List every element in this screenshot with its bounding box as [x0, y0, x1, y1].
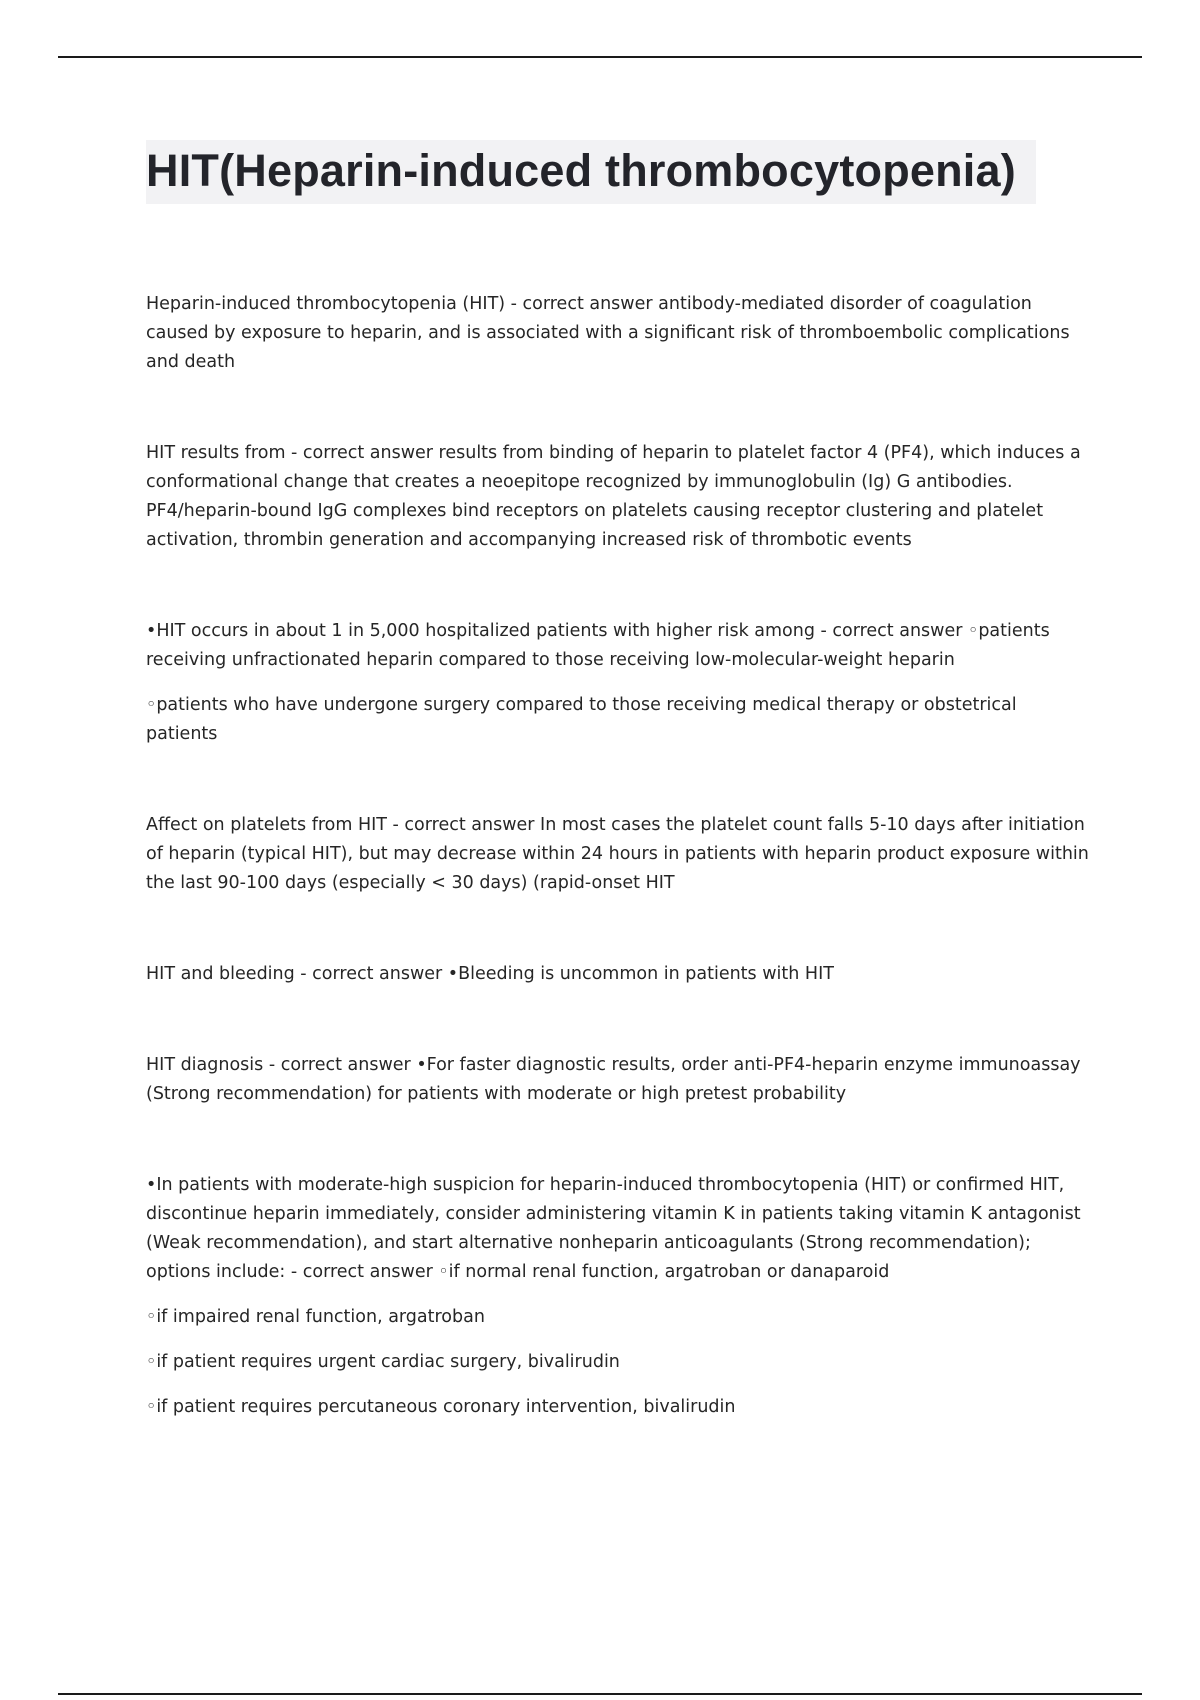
flashcard-text: Affect on platelets from HIT - correct answer In most cases the platelet count falls 5-10 days after initiation of heparin (typical HIT), but may decrease within 24 hours in patients with heparin product exposure within the last 90-100 days (especially < 30 days) (rapid-onset HIT: [146, 815, 1089, 893]
flashcard-7: [146, 1171, 1090, 1422]
flashcard-4: [146, 811, 1090, 898]
flashcard-list: [146, 290, 1090, 1422]
flashcard-2: [146, 439, 1090, 555]
flashcard-6: [146, 1051, 1090, 1109]
flashcard-1: [146, 290, 1090, 377]
flashcard-subpoint: ◦if impaired renal function, argatroban: [146, 1307, 485, 1327]
flashcard-5: [146, 960, 1090, 989]
document-title: HIT(Heparin-induced thrombocytopenia): [146, 140, 1036, 204]
flashcard-subpoint: ◦patients who have undergone surgery compared to those receiving medical therapy or obstetrical patients: [146, 695, 1017, 744]
bottom-rule: [58, 1693, 1142, 1695]
flashcard-subpoint: ◦if patient requires percutaneous coronary intervention, bivalirudin: [146, 1397, 736, 1417]
flashcard-text: HIT results from - correct answer results from binding of heparin to platelet factor 4 (PF4), which induces a conformational change that creates a neoepitope recognized by immunoglobulin (Ig) G antibodies. PF4/heparin-bound IgG complexes bind receptors on platelets causing receptor clustering and platelet activation, thrombin generation and accompanying increased risk of thrombotic events: [146, 443, 1081, 550]
document-content: [146, 140, 1090, 1484]
flashcard-3: [146, 617, 1090, 749]
flashcard-subpoint: ◦if patient requires urgent cardiac surgery, bivalirudin: [146, 1352, 620, 1372]
flashcard-text: •HIT occurs in about 1 in 5,000 hospitalized patients with higher risk among - correct answer ◦patients receiving unfractionated heparin compared to those receiving low-molecular-weight heparin: [146, 621, 1050, 670]
flashcard-text: HIT diagnosis - correct answer •For faster diagnostic results, order anti-PF4-heparin enzyme immunoassay (Strong recommendation) for patients with moderate or high pretest probability: [146, 1055, 1081, 1104]
flashcard-text: HIT and bleeding - correct answer •Bleeding is uncommon in patients with HIT: [146, 964, 834, 984]
flashcard-text: Heparin-induced thrombocytopenia (HIT) - correct answer antibody-mediated disorder of coagulation caused by exposure to heparin, and is associated with a significant risk of thromboembolic complications and death: [146, 294, 1070, 372]
top-rule: [58, 56, 1142, 58]
flashcard-text: •In patients with moderate-high suspicion for heparin-induced thrombocytopenia (HIT) or confirmed HIT, discontinue heparin immediately, consider administering vitamin K in patients taking vitamin K antagonist (Weak recommendation), and start alternative nonheparin anticoagulants (Strong recommendation); options include: - correct answer ◦if normal renal function, argatroban or danaparoid: [146, 1175, 1081, 1282]
